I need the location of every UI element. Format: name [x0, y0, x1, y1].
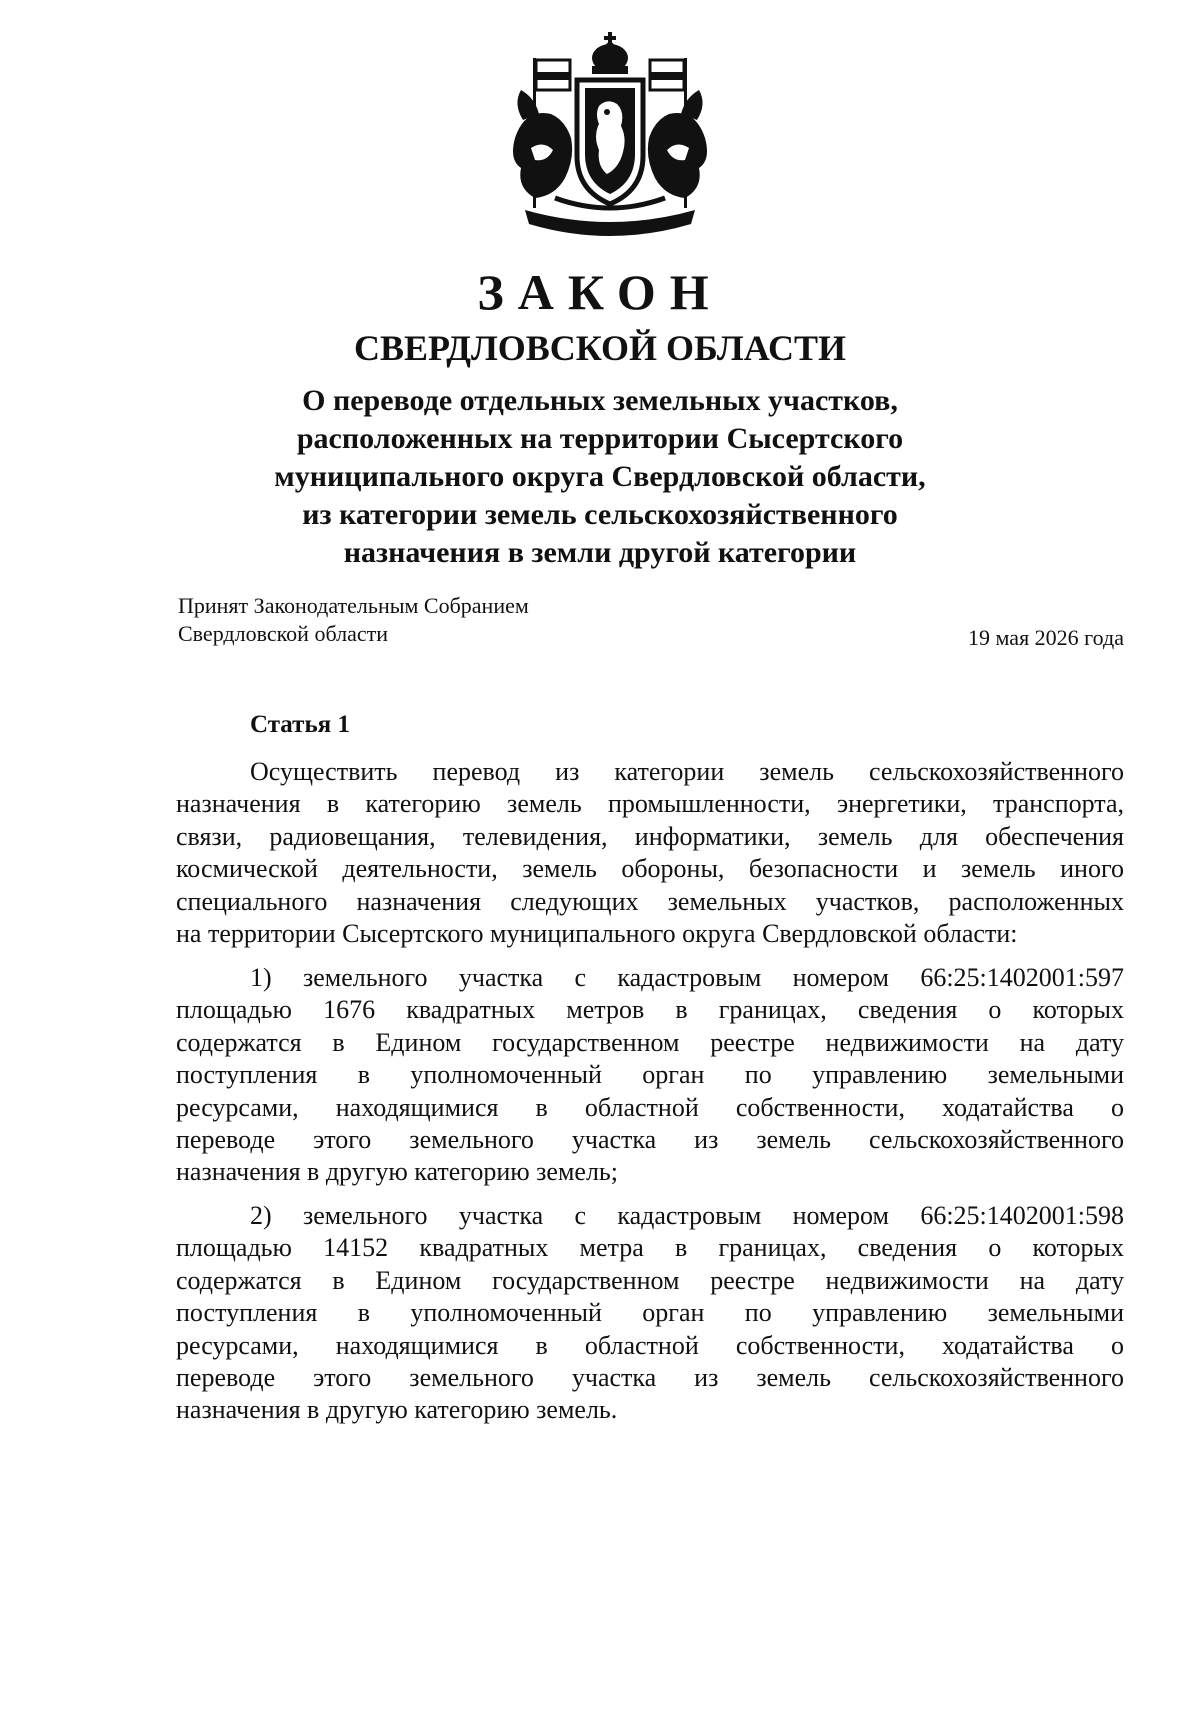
- paragraph-line: площадью 14152 квадратных метра в границах, сведения о которых: [176, 1233, 1124, 1263]
- adoption-line: Свердловской области: [178, 621, 388, 646]
- paragraph-line: назначения в другую категорию земель;: [176, 1157, 619, 1187]
- paragraph-line: назначения в другую категорию земель.: [176, 1395, 618, 1425]
- paragraph-line: переводе этого земельного участка из земель сельскохозяйственного: [176, 1125, 1124, 1155]
- paragraph-line: поступления в уполномоченный орган по управлению земельными: [176, 1298, 1124, 1328]
- law-subject: [200, 382, 1000, 572]
- paragraph-line: специального назначения следующих земельных участков, расположенных: [176, 886, 1124, 916]
- subject-line: назначения в земли другой категории: [343, 536, 857, 569]
- adoption-statement: [178, 592, 529, 648]
- paragraph-line: связи, радиовещания, телевидения, информатики, земель для обеспечения: [176, 821, 1124, 851]
- paragraph-line: Осуществить перевод из категории земель сельскохозяйственного: [250, 757, 1124, 786]
- paragraph-line: ресурсами, находящимися в областной собственности, ходатайства о: [176, 1092, 1124, 1122]
- law-title: ЗАКОН: [477, 264, 723, 320]
- adoption-date: 19 мая 2026 года: [968, 625, 1124, 650]
- paragraph-line: площадью 1676 квадратных метров в границах, сведения о которых: [176, 995, 1124, 1025]
- coat-of-arms-icon: [495, 28, 725, 250]
- subject-line: О переводе отдельных земельных участков,: [302, 384, 898, 417]
- adoption-line: Принят Законодательным Собранием: [178, 593, 529, 618]
- article-heading: Статья 1: [250, 711, 350, 738]
- article-item-2: [176, 1200, 1124, 1427]
- subject-line: расположенных на территории Сысертского: [296, 422, 904, 455]
- region-title: СВЕРДЛОВСКОЙ ОБЛАСТИ: [354, 328, 846, 368]
- paragraph-line: содержатся в Едином государственном реестре недвижимости на дату: [176, 1027, 1124, 1057]
- paragraph-line: 1) земельного участка с кадастровым номером 66:25:1402001:597: [250, 963, 1124, 992]
- paragraph-line: содержатся в Едином государственном реестре недвижимости на дату: [176, 1265, 1124, 1295]
- paragraph-line: ресурсами, находящимися в областной собственности, ходатайства о: [176, 1330, 1124, 1360]
- article-intro-paragraph: [176, 756, 1124, 950]
- paragraph-line: назначения в категорию земель промышленности, энергетики, транспорта,: [176, 789, 1124, 819]
- paragraph-line: переводе этого земельного участка из земель сельскохозяйственного: [176, 1363, 1124, 1393]
- paragraph-line: 2) земельного участка с кадастровым номером 66:25:1402001:598: [250, 1201, 1124, 1230]
- paragraph-line: на территории Сысертского муниципального округа Свердловской области:: [176, 919, 1018, 949]
- paragraph-line: космической деятельности, земель обороны, безопасности и земель иного: [176, 854, 1124, 884]
- subject-line: из категории земель сельскохозяйственного: [302, 498, 898, 531]
- subject-line: муниципального округа Свердловской области,: [274, 460, 926, 493]
- paragraph-line: поступления в уполномоченный орган по управлению земельными: [176, 1060, 1124, 1090]
- article-item-1: [176, 962, 1124, 1189]
